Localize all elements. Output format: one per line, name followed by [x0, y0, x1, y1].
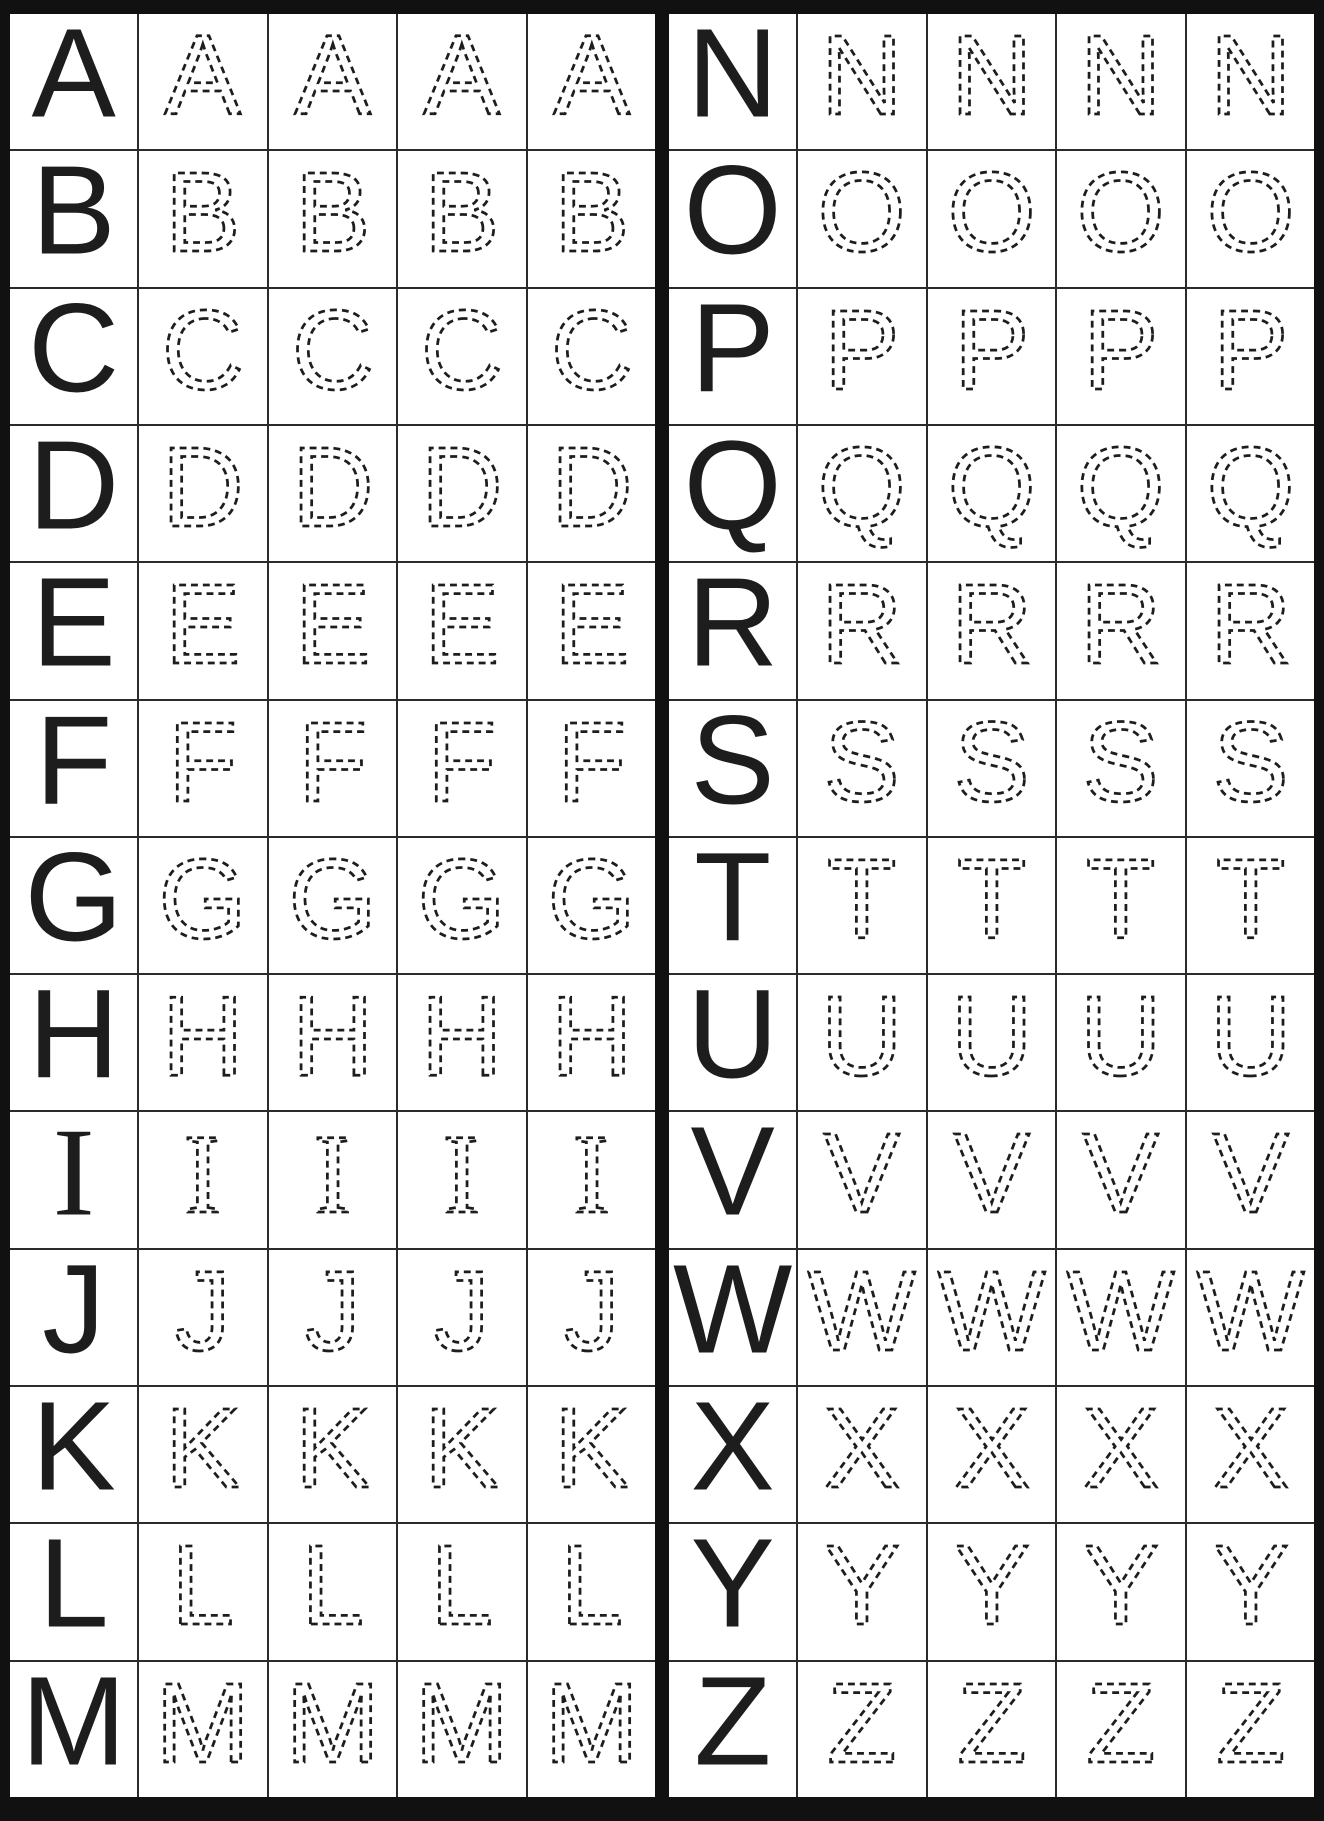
trace-letter: F — [556, 700, 626, 826]
trace-letter: C — [550, 288, 633, 414]
solid-letter-cell — [10, 1250, 137, 1385]
trace-letter: Q — [817, 425, 907, 551]
solid-letter: L — [38, 1524, 109, 1655]
tracing-worksheet — [10, 14, 1314, 1797]
solid-letter-cell — [10, 701, 137, 836]
trace-letter-cell — [398, 701, 525, 836]
solid-letter-cell — [10, 1112, 137, 1247]
trace-letter-cell — [139, 563, 266, 698]
solid-letter-cell — [669, 1250, 796, 1385]
trace-letter-cell — [139, 426, 266, 561]
solid-letter-cell — [669, 838, 796, 973]
trace-letter-cell — [928, 426, 1055, 561]
trace-letter-cell — [269, 838, 396, 973]
trace-letter: F — [297, 700, 368, 826]
trace-letter-cell — [398, 151, 525, 286]
solid-letter-cell — [669, 289, 796, 424]
trace-letter: A — [294, 14, 371, 139]
solid-letter-cell — [10, 563, 137, 698]
trace-letter: Y — [1083, 1524, 1159, 1650]
trace-letter-cell — [1057, 289, 1184, 424]
solid-letter-cell — [669, 151, 796, 286]
trace-letter: C — [291, 288, 374, 414]
trace-letter-cell — [928, 975, 1055, 1110]
trace-letter: P — [1083, 288, 1159, 414]
trace-letter: L — [300, 1524, 365, 1650]
trace-letter-cell — [798, 563, 925, 698]
trace-letter-cell — [269, 1524, 396, 1659]
trace-letter-cell — [528, 1112, 655, 1247]
trace-letter: E — [553, 563, 630, 688]
solid-letter: X — [690, 1387, 775, 1517]
trace-letter: V — [1212, 1112, 1289, 1238]
trace-letter: E — [294, 563, 371, 688]
trace-letter: O — [1076, 151, 1166, 277]
trace-letter: P — [953, 288, 1030, 414]
solid-letter: N — [687, 14, 779, 144]
trace-letter: N — [1209, 14, 1292, 139]
trace-letter-cell — [1187, 289, 1314, 424]
trace-letter-cell — [928, 289, 1055, 424]
trace-letter-cell — [798, 975, 925, 1110]
trace-letter: K — [553, 1387, 630, 1512]
trace-letter: H — [162, 975, 245, 1100]
solid-letter-cell — [669, 701, 796, 836]
trace-letter: J — [174, 1249, 232, 1375]
trace-letter: W — [808, 1249, 916, 1375]
trace-letter-cell — [528, 1387, 655, 1522]
trace-letter: E — [165, 563, 241, 688]
trace-letter-cell — [1057, 1662, 1184, 1797]
trace-letter: G — [288, 837, 377, 963]
solid-letter-cell — [10, 151, 137, 286]
solid-letter: I — [52, 1112, 95, 1244]
trace-letter-cell — [398, 1387, 525, 1522]
trace-letter: L — [430, 1524, 494, 1650]
trace-letter: S — [1212, 700, 1289, 826]
trace-letter-cell — [269, 14, 396, 149]
trace-letter: Q — [947, 425, 1036, 551]
trace-letter-cell — [1187, 838, 1314, 973]
trace-letter: W — [1196, 1249, 1304, 1375]
trace-letter-cell — [1187, 1524, 1314, 1659]
solid-letter: R — [687, 563, 779, 693]
trace-letter-cell — [269, 151, 396, 286]
solid-letter: C — [28, 288, 120, 419]
trace-letter-cell — [1187, 975, 1314, 1110]
trace-letter-cell — [928, 1662, 1055, 1797]
trace-letter-cell — [269, 289, 396, 424]
worksheet-left-half — [10, 14, 655, 1797]
solid-letter: Q — [683, 425, 782, 556]
trace-letter: T — [827, 837, 897, 963]
trace-letter-cell — [269, 1112, 396, 1247]
trace-letter-cell — [928, 1250, 1055, 1385]
solid-letter: O — [683, 151, 782, 282]
trace-letter-cell — [1057, 1112, 1184, 1247]
solid-letter: H — [28, 975, 120, 1105]
solid-letter: J — [42, 1249, 106, 1380]
solid-letter-cell — [669, 1112, 796, 1247]
solid-letter: W — [673, 1249, 793, 1380]
solid-letter-cell — [10, 975, 137, 1110]
solid-letter: G — [24, 837, 123, 968]
trace-letter-cell — [1057, 151, 1184, 286]
trace-letter: B — [553, 151, 630, 277]
trace-letter: B — [165, 151, 241, 277]
trace-letter: D — [162, 425, 245, 551]
trace-letter-cell — [928, 838, 1055, 973]
trace-letter-cell — [528, 1250, 655, 1385]
trace-letter-cell — [398, 1524, 525, 1659]
trace-letter-cell — [139, 1387, 266, 1522]
solid-letter: A — [31, 14, 116, 144]
trace-letter-cell — [139, 701, 266, 836]
trace-letter-cell — [528, 1662, 655, 1797]
trace-letter: F — [427, 700, 497, 826]
trace-letter: D — [291, 425, 374, 551]
trace-letter: W — [937, 1249, 1046, 1375]
trace-letter: H — [550, 975, 633, 1100]
trace-letter-cell — [798, 838, 925, 973]
trace-letter: C — [420, 288, 503, 414]
trace-letter-cell — [398, 838, 525, 973]
trace-letter: B — [294, 151, 371, 277]
trace-letter: E — [424, 563, 500, 688]
trace-letter: N — [1079, 14, 1162, 139]
trace-letter-cell — [1187, 426, 1314, 561]
solid-letter: B — [31, 151, 116, 282]
trace-letter: M — [285, 1661, 380, 1787]
trace-letter: Q — [1206, 425, 1295, 551]
trace-letter-cell — [269, 1662, 396, 1797]
trace-letter-cell — [928, 14, 1055, 149]
solid-letter-cell — [10, 1662, 137, 1797]
trace-letter-cell — [528, 151, 655, 286]
solid-letter-cell — [669, 426, 796, 561]
trace-letter-cell — [139, 1662, 266, 1797]
solid-letter-cell — [669, 1662, 796, 1797]
trace-letter: K — [424, 1387, 500, 1512]
trace-letter: S — [1083, 700, 1159, 826]
trace-letter: G — [417, 837, 507, 963]
trace-letter-cell — [398, 426, 525, 561]
trace-letter-cell — [1187, 1662, 1314, 1797]
trace-letter: Z — [827, 1661, 897, 1787]
solid-letter: P — [690, 288, 775, 419]
trace-letter-cell — [398, 1250, 525, 1385]
trace-letter-cell — [928, 563, 1055, 698]
trace-letter-cell — [928, 1112, 1055, 1247]
trace-letter-cell — [269, 426, 396, 561]
solid-letter-cell — [10, 289, 137, 424]
trace-letter: M — [414, 1661, 510, 1787]
worksheet-right-half — [669, 14, 1314, 1797]
trace-letter: O — [947, 151, 1036, 277]
trace-letter: N — [950, 14, 1033, 139]
trace-letter: A — [424, 14, 500, 139]
solid-letter: M — [21, 1661, 127, 1792]
trace-letter: Q — [1076, 425, 1166, 551]
trace-letter: Z — [956, 1661, 1027, 1787]
trace-letter-cell — [1057, 701, 1184, 836]
trace-letter-cell — [798, 1524, 925, 1659]
trace-letter-cell — [528, 1524, 655, 1659]
trace-letter: U — [1079, 975, 1162, 1100]
trace-letter-cell — [1057, 1250, 1184, 1385]
trace-letter-cell — [269, 563, 396, 698]
trace-letter: C — [162, 288, 245, 414]
trace-letter-cell — [1187, 563, 1314, 698]
solid-letter: K — [31, 1387, 116, 1517]
trace-letter: D — [420, 425, 503, 551]
trace-letter-cell — [1057, 563, 1184, 698]
trace-letter: X — [1083, 1387, 1159, 1512]
trace-letter: G — [158, 837, 248, 963]
solid-letter-cell — [669, 975, 796, 1110]
trace-letter-cell — [269, 1387, 396, 1522]
trace-letter-cell — [269, 701, 396, 836]
trace-letter: U — [821, 975, 904, 1100]
trace-letter-cell — [928, 1524, 1055, 1659]
solid-letter-cell — [669, 563, 796, 698]
solid-letter-cell — [10, 1524, 137, 1659]
trace-letter: U — [1209, 975, 1292, 1100]
trace-letter: Y — [824, 1524, 900, 1650]
trace-letter: X — [824, 1387, 900, 1512]
trace-letter-cell — [1187, 701, 1314, 836]
trace-letter-cell — [398, 975, 525, 1110]
trace-letter-cell — [139, 289, 266, 424]
trace-letter: D — [550, 425, 633, 551]
trace-letter: I — [572, 1112, 611, 1238]
trace-letter: U — [950, 975, 1033, 1100]
trace-letter-cell — [798, 1250, 925, 1385]
trace-letter-cell — [528, 426, 655, 561]
trace-letter-cell — [269, 975, 396, 1110]
trace-letter: S — [953, 700, 1030, 826]
solid-letter-cell — [10, 838, 137, 973]
trace-letter-cell — [139, 1524, 266, 1659]
trace-letter: V — [1083, 1112, 1159, 1238]
trace-letter: R — [1079, 563, 1162, 688]
trace-letter: Y — [1212, 1524, 1289, 1650]
trace-letter-cell — [398, 563, 525, 698]
trace-letter: K — [165, 1387, 241, 1512]
trace-letter-cell — [1057, 1387, 1184, 1522]
trace-letter: P — [1212, 288, 1289, 414]
trace-letter-cell — [398, 14, 525, 149]
trace-letter: J — [562, 1249, 620, 1375]
trace-letter-cell — [139, 1250, 266, 1385]
trace-letter: L — [559, 1524, 623, 1650]
trace-letter-cell — [269, 1250, 396, 1385]
trace-letter: H — [291, 975, 374, 1100]
trace-letter: L — [171, 1524, 235, 1650]
trace-letter-cell — [528, 289, 655, 424]
solid-letter-cell — [10, 426, 137, 561]
trace-letter: A — [165, 14, 241, 139]
trace-letter-cell — [1057, 426, 1184, 561]
trace-letter-cell — [1187, 1250, 1314, 1385]
trace-letter: Z — [1086, 1661, 1156, 1787]
trace-letter-cell — [1187, 1387, 1314, 1522]
trace-letter: O — [817, 151, 907, 277]
solid-letter-cell — [669, 1524, 796, 1659]
solid-letter: F — [35, 700, 113, 831]
trace-letter: M — [543, 1661, 639, 1787]
trace-letter: T — [1086, 837, 1156, 963]
trace-letter-cell — [928, 701, 1055, 836]
trace-letter-cell — [928, 151, 1055, 286]
trace-letter: G — [547, 837, 636, 963]
trace-letter: P — [824, 288, 900, 414]
trace-letter-cell — [139, 14, 266, 149]
trace-letter: X — [1212, 1387, 1289, 1512]
trace-letter-cell — [1057, 975, 1184, 1110]
solid-letter: S — [690, 700, 775, 831]
trace-letter: Z — [1215, 1661, 1285, 1787]
solid-letter: V — [690, 1112, 775, 1243]
trace-letter: J — [304, 1249, 361, 1375]
trace-letter-cell — [528, 975, 655, 1110]
trace-letter-cell — [398, 1112, 525, 1247]
solid-letter-cell — [669, 1387, 796, 1522]
trace-letter-cell — [928, 1387, 1055, 1522]
trace-letter-cell — [1057, 1524, 1184, 1659]
trace-letter: I — [184, 1112, 223, 1238]
trace-letter: R — [950, 563, 1033, 688]
trace-letter-cell — [1057, 14, 1184, 149]
solid-letter: Y — [690, 1524, 775, 1655]
trace-letter-cell — [398, 289, 525, 424]
trace-letter-cell — [798, 1112, 925, 1247]
trace-letter: R — [1209, 563, 1292, 688]
trace-letter: F — [168, 700, 238, 826]
trace-letter: T — [1215, 837, 1285, 963]
trace-letter: J — [433, 1249, 491, 1375]
trace-letter-cell — [139, 151, 266, 286]
solid-letter: Z — [694, 1661, 772, 1792]
trace-letter-cell — [528, 701, 655, 836]
trace-letter-cell — [528, 563, 655, 698]
trace-letter-cell — [528, 14, 655, 149]
trace-letter-cell — [798, 289, 925, 424]
solid-letter: U — [687, 975, 779, 1105]
trace-letter: W — [1067, 1249, 1175, 1375]
trace-letter-cell — [1057, 838, 1184, 973]
trace-letter: V — [824, 1112, 900, 1238]
trace-letter-cell — [798, 1387, 925, 1522]
trace-letter: T — [956, 837, 1027, 963]
trace-letter: A — [553, 14, 630, 139]
trace-letter-cell — [398, 1662, 525, 1797]
trace-letter-cell — [798, 701, 925, 836]
trace-letter-cell — [798, 426, 925, 561]
solid-letter-cell — [669, 14, 796, 149]
trace-letter-cell — [139, 975, 266, 1110]
trace-letter: V — [953, 1112, 1030, 1238]
trace-letter-cell — [798, 151, 925, 286]
trace-letter-cell — [798, 14, 925, 149]
trace-letter: Y — [953, 1524, 1030, 1650]
trace-letter: X — [953, 1387, 1030, 1512]
trace-letter-cell — [1187, 1112, 1314, 1247]
solid-letter-cell — [10, 1387, 137, 1522]
solid-letter: D — [28, 425, 120, 556]
solid-letter: T — [694, 837, 772, 968]
solid-letter-cell — [10, 14, 137, 149]
trace-letter-cell — [1187, 151, 1314, 286]
trace-letter: I — [442, 1112, 481, 1238]
trace-letter-cell — [798, 1662, 925, 1797]
trace-letter-cell — [139, 1112, 266, 1247]
trace-letter: B — [424, 151, 500, 277]
trace-letter: S — [824, 700, 900, 826]
trace-letter: O — [1206, 151, 1295, 277]
trace-letter: H — [420, 975, 503, 1100]
trace-letter: K — [294, 1387, 371, 1512]
trace-letter: N — [821, 14, 904, 139]
solid-letter: E — [31, 563, 116, 693]
trace-letter: I — [313, 1112, 352, 1238]
trace-letter-cell — [1187, 14, 1314, 149]
trace-letter: R — [821, 563, 904, 688]
trace-letter-cell — [139, 838, 266, 973]
trace-letter-cell — [528, 838, 655, 973]
trace-letter: M — [155, 1661, 251, 1787]
